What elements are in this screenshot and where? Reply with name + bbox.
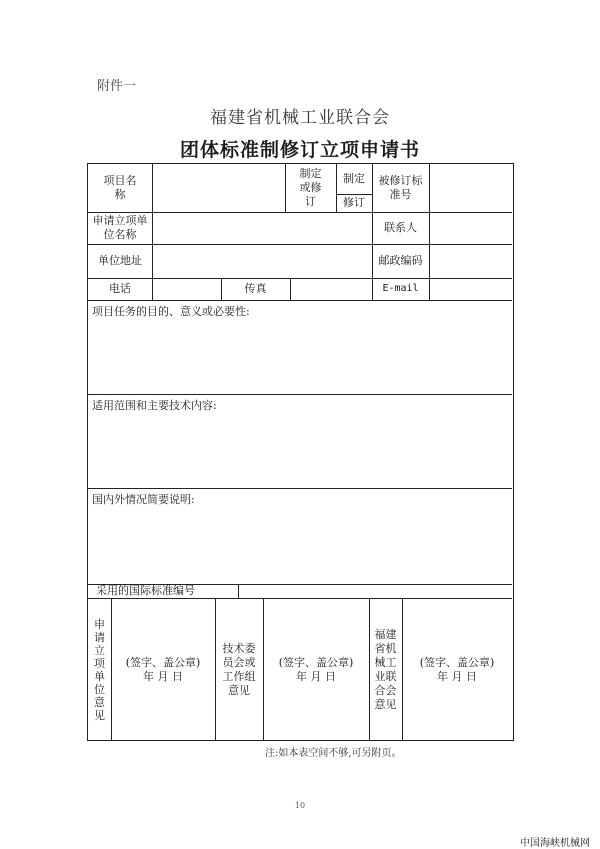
address-field[interactable]	[152, 244, 372, 278]
make-label: 制定	[343, 172, 365, 185]
applicant-opinion-label: 申请立项单位意见	[94, 617, 105, 722]
contact-field[interactable]	[429, 212, 512, 244]
postcode-field[interactable]	[429, 244, 512, 278]
fax-label: 传真	[244, 282, 267, 295]
applicant-date-text: 年 月 日	[143, 669, 183, 683]
attachment-label: 附件一	[97, 79, 137, 94]
federation-signature-text: (签字、盖公章)	[419, 655, 495, 669]
status-label: 国内外情况简要说明:	[92, 493, 195, 506]
row-divider	[88, 394, 512, 395]
project-name-field[interactable]	[152, 164, 285, 212]
row-divider	[88, 488, 512, 489]
footnote: 注:如本表空间不够,可另附页。	[265, 748, 402, 759]
organization-title: 福建省机械工业联合会	[210, 108, 390, 128]
committee-opinion-label: 技术委员会或工作组意见	[222, 641, 256, 697]
page-number: 10	[294, 801, 306, 810]
revise-label: 修订	[343, 196, 365, 209]
fax-field[interactable]	[290, 278, 372, 300]
document-title: 团体标准制修订立项申请书	[179, 139, 420, 161]
applicant-field[interactable]	[152, 212, 372, 244]
contact-label: 联系人	[384, 221, 417, 234]
revised-standard-field[interactable]	[429, 164, 512, 212]
federation-signature-area[interactable]	[402, 598, 512, 741]
phone-label: 电话	[109, 282, 131, 295]
federation-opinion-label: 福建省机械工业联合会意见	[374, 627, 397, 711]
applicant-label: 申请立项单位名称	[92, 214, 148, 241]
applicant-signature-area[interactable]	[111, 598, 215, 741]
revised-standard-label: 被修订标准号	[378, 174, 423, 201]
project-name-label: 项目名称	[103, 174, 137, 201]
email-label: E-mail	[382, 283, 419, 294]
row-divider	[88, 300, 512, 301]
watermark-text: 中国海峡机械网	[520, 838, 590, 849]
postcode-label: 邮政编码	[378, 254, 423, 267]
email-field[interactable]	[429, 278, 512, 300]
scope-label: 适用范围和主要技术内容:	[92, 399, 217, 412]
address-label: 单位地址	[98, 254, 142, 267]
make-or-revise-label: 制定或修订	[299, 167, 322, 208]
application-form-table	[87, 163, 514, 741]
applicant-signature-text: (签字、盖公章)	[125, 655, 201, 669]
intl-standard-label: 采用的国际标准编号	[96, 584, 195, 597]
committee-date-text: 年 月 日	[296, 669, 336, 683]
purpose-label: 项目任务的目的、意义或必要性:	[92, 305, 250, 318]
intl-standard-field[interactable]	[238, 584, 512, 598]
committee-signature-area[interactable]	[263, 598, 369, 741]
phone-field[interactable]	[152, 278, 221, 300]
committee-signature-text: (签字、盖公章)	[278, 655, 354, 669]
federation-date-text: 年 月 日	[437, 669, 477, 683]
